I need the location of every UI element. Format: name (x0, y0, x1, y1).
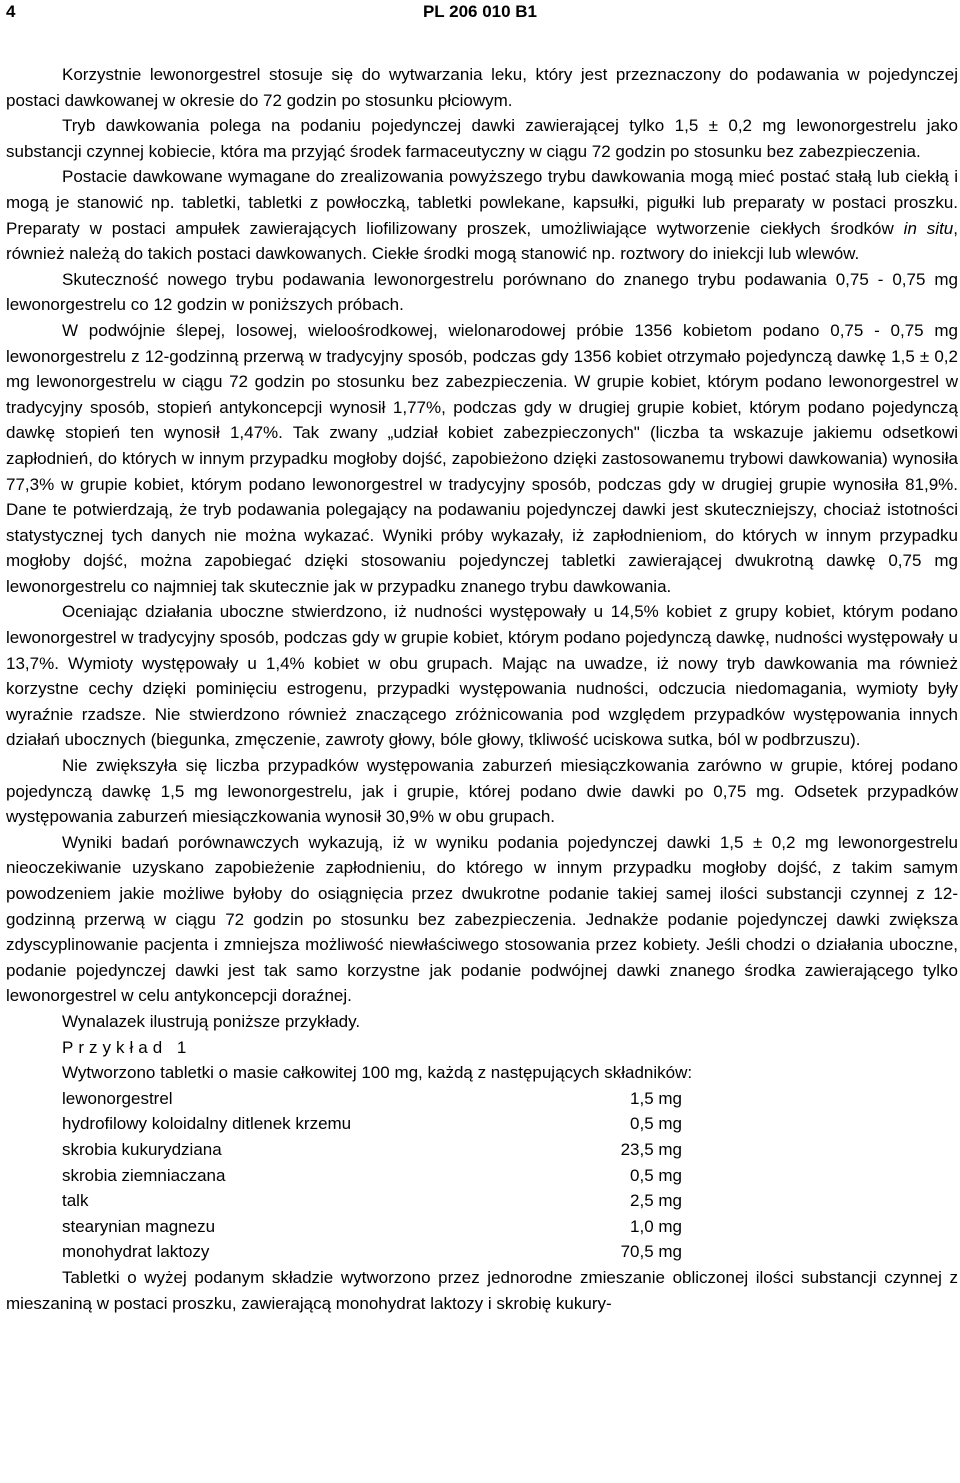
ingredient-amount: 23,5 mg (620, 1139, 682, 1159)
ingredient-row (62, 1111, 682, 1137)
example-closing: Tabletki o wyżej podanym składzie wytworzono przez jednorodne zmieszanie obliczonej ilości substancji czynnej z mieszaniną w postaci proszku, zawierającą monohydrat laktozy i skrobię kukury- (6, 1267, 958, 1313)
ingredient-name: talk (62, 1191, 89, 1211)
ingredient-name: lewonorgestrel (62, 1088, 173, 1108)
ingredient-row (62, 1086, 682, 1112)
ingredient-name: monohydrat laktozy (62, 1242, 210, 1262)
paragraph: Wyniki badań porównawczych wykazują, iż w wyniku podania pojedynczej dawki 1,5 ± 0,2 mg lewonorgestrelu nieoczekiwanie uzyskano zapobieżenie zapłodnieniu, do którego w innym przypadku mogłoby dojść, z takim samym powodzeniem jakie możliwe byłoby do osiągnięcia przez dwukrotne podanie takiej samej ilości substancji czynnej z 12-godzinną przerwą w ciągu 72 godzin po stosunku bez zabezpieczenia. Jednakże podanie pojedynczej dawki zwiększa zdyscyplinowanie pacjenta i zmniejsza możliwość niewłaściwego stosowania przez kobiety. Jeśli chodzi o działania uboczne, podanie pojedynczej dawki jest tak samo korzystne jak podanie podwójnej dawki znanego środka zawierającego tylko lewonorgestrel w celu antykoncepcji doraźnej. (6, 832, 958, 1006)
paragraph: W podwójnie ślepej, losowej, wieloośrodkowej, wielonarodowej próbie 1356 kobietom podano 0,75 - 0,75 mg lewonorgestrelu z 12-godzinną przerwą w tradycyjny sposób, podczas gdy 1356 kobiet otrzymało pojedynczą dawkę 1,5 ± 0,2 mg lewonorgestrelu w ciągu 72 godzin po stosunku bez zabezpieczenia. W grupie kobiet, którym podano lewonorgestrel w tradycyjny sposób, stopień antykoncepcji wynosił 1,77%, podczas gdy w drugiej grupie kobiet, którym podano pojedynczą dawkę stopień ten wynosił 1,47%. Tak zwany „udział kobiet zabezpieczonych" (liczba ta wskazuje jakiemu odsetkowi zapłodnień, do których w innym przypadku mogłoby dojść, zapobieżono dzięki zastosowanemu trybowi dawkowania) wynosiła 77,3% w grupie kobiet, którym podano lewonorgestrel w tradycyjny sposób, podczas gdy w drugiej grupie wynosiła 81,9%. Dane te potwierdzają, że tryb podawania polegający na podawaniu pojedynczej dawki jest skuteczniejszy, chociaż istotności statystycznej tych danych nie można wykazać. Wyniki próby wykazały, iż zapłodnieniom, do których w innym przypadku mogłoby dojść, można zapobiegać dzięki stosowaniu pojedynczej tabletki zawierającej dwukrotną dawkę 0,75 mg lewonorgestrelu co najmniej tak skutecznie jak w przypadku znanego trybu dawkowania. (6, 320, 958, 596)
ingredient-name: stearynian magnezu (62, 1216, 216, 1236)
paragraph: Wynalazek ilustrują poniższe przykłady. (62, 1011, 361, 1031)
document-id: PL 206 010 B1 (422, 2, 538, 21)
ingredient-amount: 1,5 mg (630, 1088, 682, 1108)
ingredient-amount: 0,5 mg (630, 1114, 682, 1134)
page-header (6, 0, 954, 30)
paragraph: Skuteczność nowego trybu podawania lewonorgestrelu porównano do znanego trybu podawania 0,75 - 0,75 mg lewonorgestrelu co 12 godzin w poniższych próbach. (6, 269, 958, 315)
example-intro: Wytworzono tabletki o masie całkowitej 100 mg, każdą z następujących składników: (62, 1063, 693, 1083)
paragraph-text: Postacie dawkowane wymagane do zrealizowania powyższego trybu dawkowania mogą mieć postać stałą lub ciekłą i mogą je stanowić np. tabletki, tabletki z powłoczką, tabletki powlekane, kapsułki, pigułki lub preparaty w postaci proszku. Preparaty w postaci ampułek zawierających liofilizowany proszek, umożliwiające wytworzenie ciekłych środków (6, 167, 958, 238)
ingredient-row (62, 1163, 682, 1189)
paragraph: Oceniając działania uboczne stwierdzono, iż nudności występowały u 14,5% kobiet z grupy kobiet, którym podano lewonorgestrel w tradycyjny sposób, podczas gdy w grupie kobiet, którym podano pojedynczą dawkę, nudności występowały u 13,7%. Wymioty występowały u 1,4% kobiet w obu grupach. Mając na uwadze, iż nowy tryb dawkowania ma również korzystne cechy dzięki pominięciu estrogenu, przypadki występowania nudności, odczucia niedomagania, wymioty były wyraźnie rzadsze. Nie stwierdzono również znaczącego zróżnicowania pod względem przypadków występowania innych działań ubocznych (biegunka, zmęczenie, zawroty głowy, bóle głowy, tkliwość uciskowa sutka, ból w podbrzuszu). (6, 602, 958, 750)
ingredient-amount: 1,0 mg (630, 1216, 682, 1236)
document-body (6, 62, 958, 1316)
ingredient-amount: 70,5 mg (620, 1242, 682, 1262)
page-number: 4 (6, 2, 16, 21)
ingredient-row (62, 1188, 682, 1214)
ingredient-amount: 2,5 mg (630, 1191, 682, 1211)
italic-term: in situ (903, 218, 954, 238)
ingredient-name: hydrofilowy koloidalny ditlenek krzemu (62, 1114, 352, 1134)
ingredient-name: skrobia ziemniaczana (62, 1165, 226, 1185)
ingredient-name: skrobia kukurydziana (62, 1139, 222, 1159)
ingredient-row (62, 1239, 682, 1265)
ingredient-amount: 0,5 mg (630, 1165, 682, 1185)
paragraph: Korzystnie lewonorgestrel stosuje się do wytwarzania leku, który jest przeznaczony do podawania w pojedynczej postaci dawkowanej w okresie do 72 godzin po stosunku płciowym. (6, 65, 958, 110)
ingredient-list (6, 1086, 682, 1265)
ingredient-row (62, 1214, 682, 1240)
paragraph (6, 164, 958, 266)
ingredient-row (62, 1137, 682, 1163)
paragraph: Tryb dawkowania polega na podaniu pojedynczej dawki zawierającej tylko 1,5 ± 0,2 mg lewonorgestrelu jako substancji czynnej kobiecie, która ma przyjąć środek farmaceutyczny w ciągu 72 godzin po stosunku bez zabezpieczenia. (6, 116, 958, 161)
example-title: Przykład 1 (62, 1037, 192, 1057)
paragraph-text: , również należą do takich postaci dawkowanych. Ciekłe środki mogą stanowić np. roztwory do iniekcji lub wlewów. (6, 218, 958, 264)
paragraph: Nie zwiększyła się liczba przypadków występowania zaburzeń miesiączkowania zarówno w grupie, której podano pojedynczą dawkę 1,5 mg lewonorgestrelu, jak i grupie, której podano dwie dawki po 0,75 mg. Odsetek przypadków występowania zaburzeń miesiączkowania wynosił 30,9% w obu grupach. (6, 756, 958, 827)
